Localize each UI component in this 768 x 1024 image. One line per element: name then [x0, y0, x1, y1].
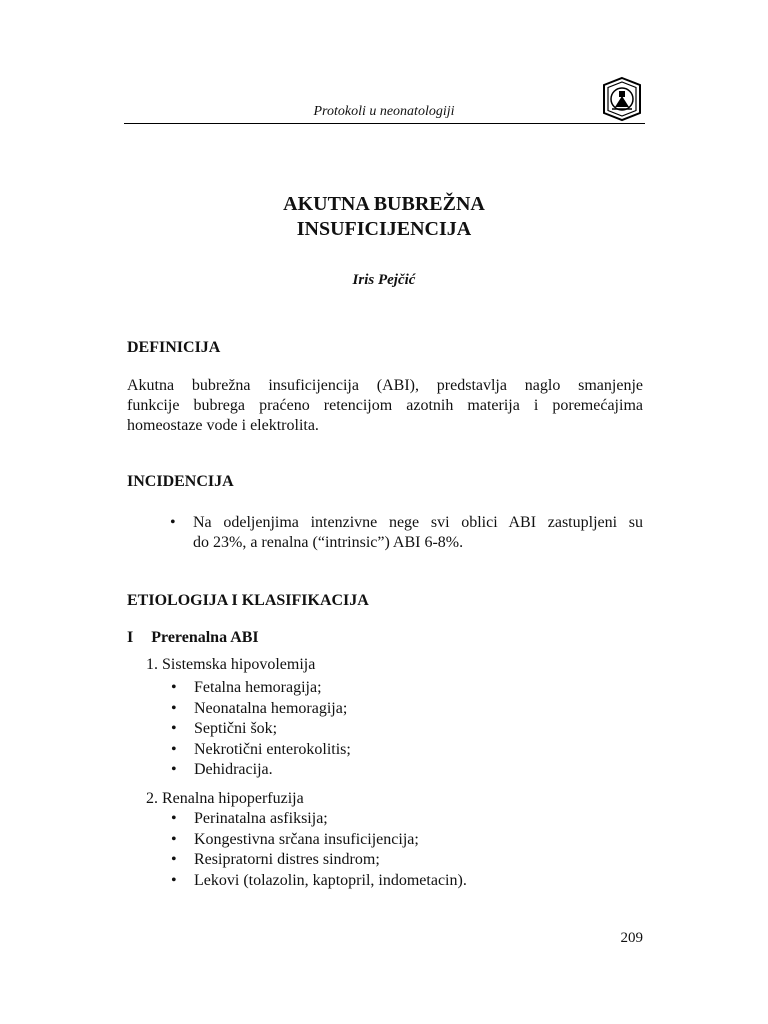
list-item: • Perinatalna asfiksija;	[171, 809, 467, 830]
incidencija-list	[170, 513, 643, 553]
header-rule	[124, 123, 645, 124]
list-item: • Lekovi (tolazolin, kaptopril, indometacin).	[171, 871, 467, 892]
page-number: 209	[620, 930, 643, 946]
list-item: • Neonatalna hemoragija;	[171, 699, 351, 720]
subheading-number: I	[127, 629, 134, 646]
list-item: • Septični šok;	[171, 719, 351, 740]
title-line-1: AKUTNA BUBREŽNA	[283, 193, 485, 215]
group-title-hipoperfuzija: 2. Renalna hipoperfuzija	[146, 790, 304, 807]
subheading-prerenalna	[127, 629, 259, 647]
running-header: Protokoli u neonatologiji	[313, 104, 455, 119]
section-heading-etiologija: ETIOLOGIJA I KLASIFIKACIJA	[127, 592, 369, 609]
definicija-paragraph	[127, 376, 643, 436]
institute-logo-icon	[599, 76, 645, 122]
hipoperfuzija-list	[171, 809, 467, 891]
definicija-line: funkcije bubrega praćeno retencijom azotnih materija i poremećajima	[127, 397, 643, 414]
list-item: • Fetalna hemoragija;	[171, 678, 351, 699]
list-item: • Dehidracija.	[171, 760, 351, 781]
list-item: • Nekrotični enterokolitis;	[171, 740, 351, 761]
definicija-line: Akutna bubrežna insuficijencija (ABI), predstavlja naglo smanjenje	[127, 377, 643, 394]
section-heading-definicija: DEFINICIJA	[127, 339, 221, 356]
hipovolemija-list	[171, 678, 351, 781]
list-item: • Resipratorni distres sindrom;	[171, 850, 467, 871]
definicija-line: homeostaze vode i elektrolita.	[127, 417, 319, 434]
article-title	[0, 192, 768, 242]
title-line-2: INSUFICIJENCIJA	[296, 218, 472, 240]
list-item	[170, 513, 643, 553]
subheading-text: Prerenalna ABI	[151, 629, 259, 646]
list-item: • Kongestivna srčana insuficijencija;	[171, 830, 467, 851]
incidencija-line: • Na odeljenjima intenzivne nege svi oblici ABI zastupljeni su	[193, 514, 643, 531]
section-heading-incidencija: INCIDENCIJA	[127, 473, 234, 490]
group-title-hipovolemija: 1. Sistemska hipovolemija	[146, 656, 316, 673]
incidencija-line: do 23%, a renalna (“intrinsic”) ABI 6-8%.	[193, 534, 464, 551]
author-name: Iris Pejčić	[352, 272, 416, 288]
